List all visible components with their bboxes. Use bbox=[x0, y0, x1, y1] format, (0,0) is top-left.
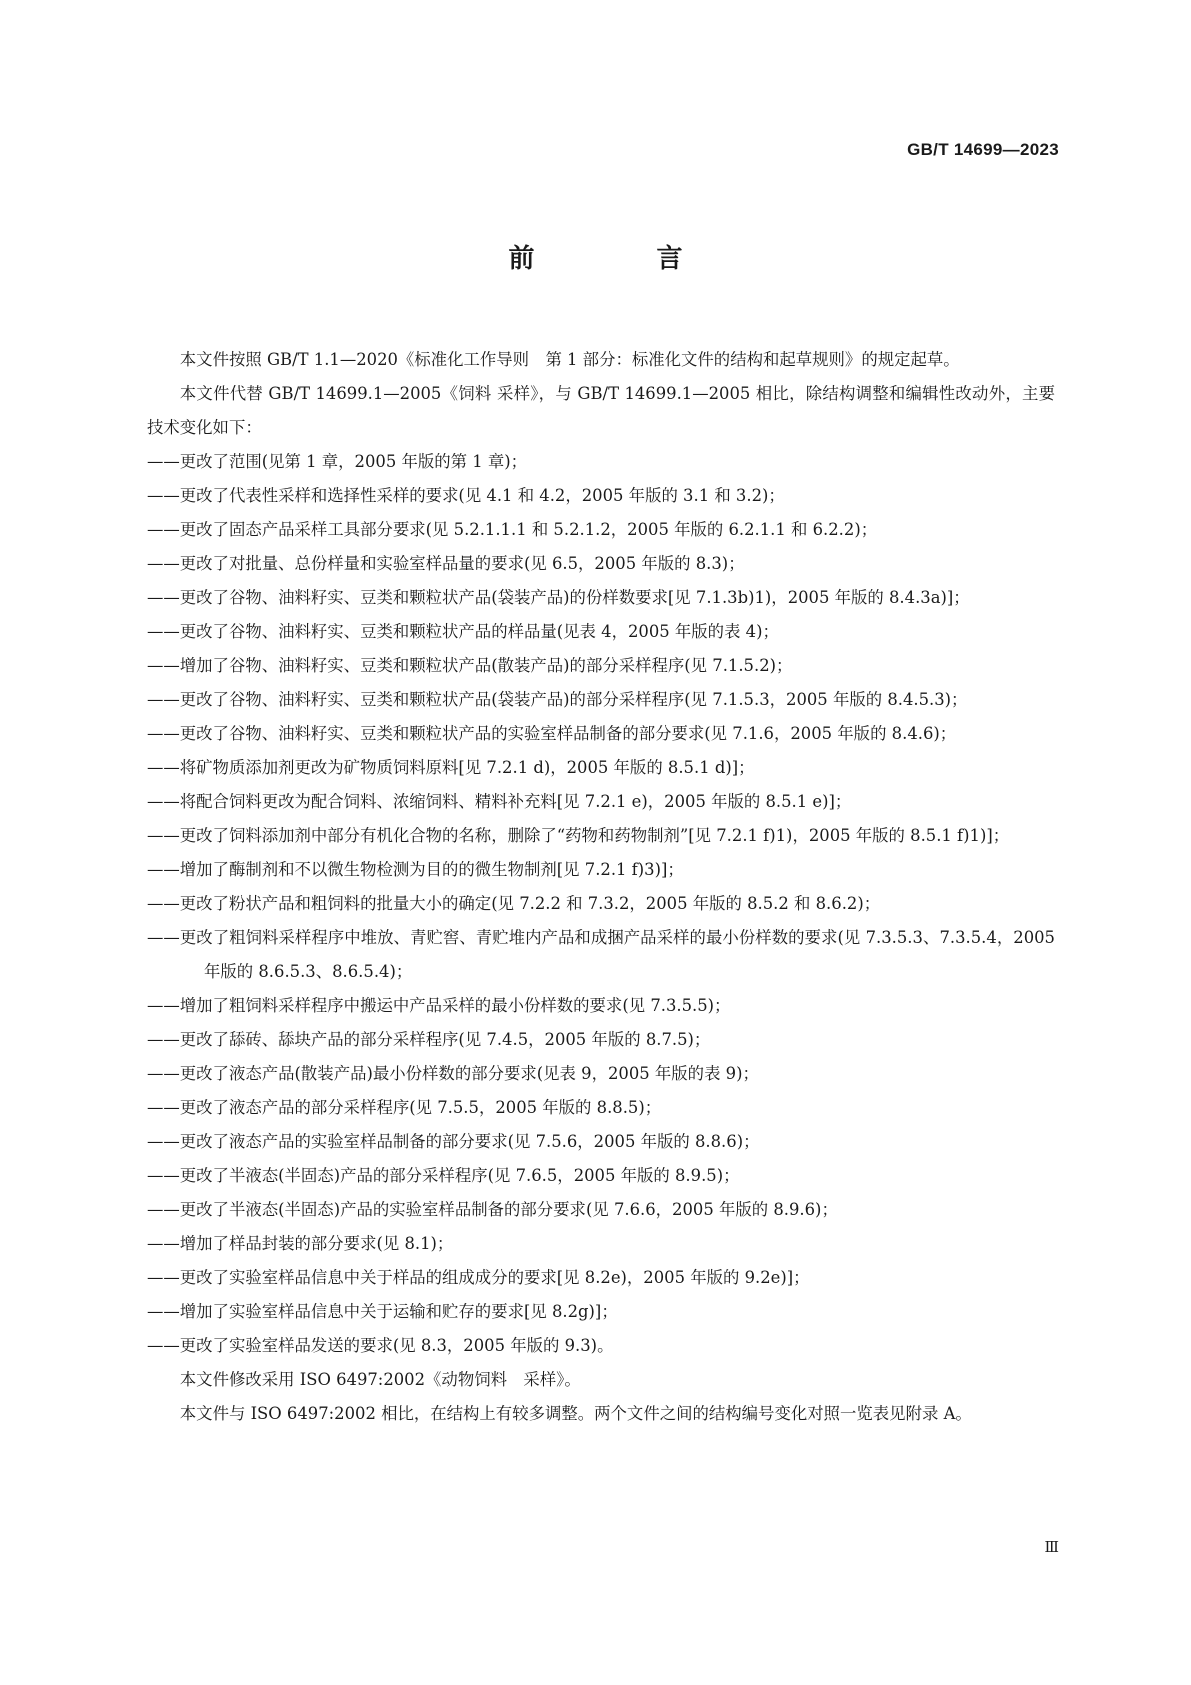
change-item: ——更改了对批量、总份样量和实验室样品量的要求(见 6.5，2005 年版的 8.3)； bbox=[147, 554, 745, 573]
changes-list bbox=[147, 445, 1055, 1363]
foreword-body bbox=[147, 343, 1055, 1431]
change-item: ——更改了粗饲料采样程序中堆放、青贮窖、青贮堆内产品和成捆产品采样的最小份样数的要求(见 7.3.5.3、7.3.5.4，2005 年版的 8.6.5.3、8.6.5.4)； bbox=[147, 928, 1055, 981]
change-item: ——增加了粗饲料采样程序中搬运中产品采样的最小份样数的要求(见 7.3.5.5)； bbox=[147, 996, 731, 1015]
change-item: ——更改了实验室样品信息中关于样品的组成成分的要求[见 8.2e)，2005 年版的 9.2e)]； bbox=[147, 1268, 810, 1287]
change-item: ——更改了舔砖、舔块产品的部分采样程序(见 7.4.5，2005 年版的 8.7.5)； bbox=[147, 1030, 711, 1049]
change-item: ——增加了酶制剂和不以微生物检测为目的的微生物制剂[见 7.2.1 f)3)]； bbox=[147, 860, 684, 879]
change-item: ——增加了实验室样品信息中关于运输和贮存的要求[见 8.2g)]； bbox=[147, 1302, 618, 1321]
change-item: ——更改了液态产品(散装产品)最小份样数的部分要求(见表 9，2005 年版的表 9)； bbox=[147, 1064, 759, 1083]
standard-code: GB/T 14699—2023 bbox=[907, 140, 1059, 159]
change-item: ——更改了实验室样品发送的要求(见 8.3，2005 年版的 9.3)。 bbox=[147, 1336, 614, 1355]
change-item: ——更改了半液态(半固态)产品的实验室样品制备的部分要求(见 7.6.6，2005 年版的 8.9.6)； bbox=[147, 1200, 838, 1219]
change-item: ——更改了饲料添加剂中部分有机化合物的名称，删除了“药物和药物制剂”[见 7.2.1 f)1)，2005 年版的 8.5.1 f)1)]； bbox=[147, 826, 1010, 845]
change-item: ——将矿物质添加剂更改为矿物质饲料原料[见 7.2.1 d)，2005 年版的 8.5.1 d)]； bbox=[147, 758, 755, 777]
change-item: ——更改了液态产品的实验室样品制备的部分要求(见 7.5.6，2005 年版的 8.8.6)； bbox=[147, 1132, 760, 1151]
page-title: 前 言 bbox=[508, 244, 731, 274]
change-item: ——更改了固态产品采样工具部分要求(见 5.2.1.1.1 和 5.2.1.2，2005 年版的 6.2.1.1 和 6.2.2)； bbox=[147, 520, 878, 539]
change-item: ——更改了范围(见第 1 章，2005 年版的第 1 章)； bbox=[147, 452, 528, 471]
change-item: ——增加了谷物、油料籽实、豆类和颗粒状产品(散装产品)的部分采样程序(见 7.1.5.2)； bbox=[147, 656, 793, 675]
closing-paragraph-2: 本文件与 ISO 6497:2002 相比，在结构上有较多调整。两个文件之间的结构编号变化对照一览表见附录 A。 bbox=[179, 1404, 972, 1423]
change-item: ——更改了谷物、油料籽实、豆类和颗粒状产品(袋装产品)的部分采样程序(见 7.1.5.3，2005 年版的 8.4.5.3)； bbox=[147, 690, 968, 709]
change-item: ——更改了液态产品的部分采样程序(见 7.5.5，2005 年版的 8.8.5)； bbox=[147, 1098, 662, 1117]
closing-paragraph-1: 本文件修改采用 ISO 6497:2002《动物饲料 采样》。 bbox=[179, 1370, 581, 1389]
change-item: ——更改了谷物、油料籽实、豆类和颗粒状产品的样品量(见表 4，2005 年版的表 4)； bbox=[147, 622, 779, 641]
change-item: ——增加了样品封装的部分要求(见 8.1)； bbox=[147, 1234, 454, 1253]
intro-paragraph-1: 本文件按照 GB/T 1.1—2020《标准化工作导则 第 1 部分：标准化文件的结构和起草规则》的规定起草。 bbox=[179, 350, 960, 369]
change-item: ——更改了代表性采样和选择性采样的要求(见 4.1 和 4.2，2005 年版的 3.1 和 3.2)； bbox=[147, 486, 785, 505]
change-item: ——更改了半液态(半固态)产品的部分采样程序(见 7.6.5，2005 年版的 8.9.5)； bbox=[147, 1166, 740, 1185]
change-item: ——更改了谷物、油料籽实、豆类和颗粒状产品(袋装产品)的份样数要求[见 7.1.3b)1)，2005 年版的 8.4.3a)]； bbox=[147, 588, 970, 607]
change-item: ——更改了粉状产品和粗饲料的批量大小的确定(见 7.2.2 和 7.3.2，2005 年版的 8.5.2 和 8.6.2)； bbox=[147, 894, 881, 913]
page-number: Ⅲ bbox=[1044, 1538, 1059, 1556]
change-item: ——将配合饲料更改为配合饲料、浓缩饲料、精料补充料[见 7.2.1 e)，2005 年版的 8.5.1 e)]； bbox=[147, 792, 852, 811]
change-item: ——更改了谷物、油料籽实、豆类和颗粒状产品的实验室样品制备的部分要求(见 7.1.6，2005 年版的 8.4.6)； bbox=[147, 724, 957, 743]
intro-paragraph-2: 本文件代替 GB/T 14699.1—2005《饲料 采样》，与 GB/T 14699.1—2005 相比，除结构调整和编辑性改动外，主要技术变化如下： bbox=[147, 384, 1055, 437]
